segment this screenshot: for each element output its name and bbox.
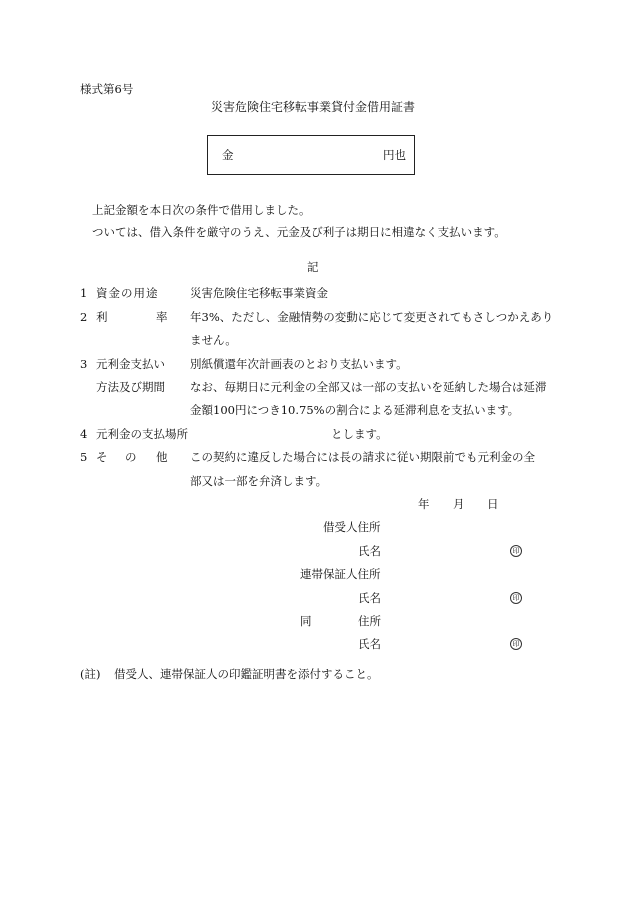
amount-box xyxy=(207,135,415,175)
guarantor-address-label: 連帯保証人住所 xyxy=(300,567,381,581)
note-label: (註) xyxy=(80,667,101,681)
guarantor-name-label: 氏名 xyxy=(358,591,381,605)
borrower-seal-icon: 印 xyxy=(510,545,522,557)
item-4-number: 4 xyxy=(80,427,88,441)
item-1-label: 資金の用途 xyxy=(96,286,159,300)
item-2-number: 2 xyxy=(80,310,88,324)
item-2-label-a: 利 xyxy=(96,310,108,324)
same-name-label: 氏名 xyxy=(358,637,381,651)
item-3-content-2: なお、毎期日に元利金の全部又は一部の支払いを延納した場合は延滞 xyxy=(190,380,547,394)
item-5-label-c: 他 xyxy=(156,450,168,464)
borrower-name-label: 氏名 xyxy=(358,544,381,558)
form-number: 様式第6号 xyxy=(80,82,134,96)
item-5-content-2: 部又は一部を弁済します。 xyxy=(190,474,328,488)
ki-heading: 記 xyxy=(307,260,319,274)
item-3-label-2: 方法及び期間 xyxy=(96,380,165,394)
item-2-content-1: 年3%、ただし、金融情勢の変動に応じて変更されてもさしつかえあり xyxy=(190,310,554,324)
date-month: 月 xyxy=(453,497,465,511)
item-2-label-b: 率 xyxy=(156,310,168,324)
same-label: 同 xyxy=(300,614,312,628)
item-4-content: とします。 xyxy=(331,427,388,441)
same-address-label: 住所 xyxy=(358,614,381,628)
note-text: 借受人、連帯保証人の印鑑証明書を添付すること。 xyxy=(114,667,379,681)
item-3-number: 3 xyxy=(80,357,88,371)
item-3-label-1: 元利金支払い xyxy=(96,357,165,371)
intro-line-1: 上記金額を本日次の条件で借用しました。 xyxy=(92,203,311,217)
item-3-content-3: 金額100円につき10.75%の割合による延滞利息を支払います。 xyxy=(190,403,520,417)
intro-line-2: ついては、借入条件を厳守のうえ、元金及び利子は期日に相違なく支払います。 xyxy=(92,225,506,239)
amount-prefix: 金 xyxy=(222,148,234,162)
borrower-address-label: 借受人住所 xyxy=(323,520,381,534)
item-5-number: 5 xyxy=(80,450,88,464)
amount-suffix: 円也 xyxy=(383,148,406,162)
item-1-content: 災害危険住宅移転事業資金 xyxy=(190,286,328,300)
document-title: 災害危険住宅移転事業貸付金借用証書 xyxy=(211,100,416,114)
item-2-content-2: ません。 xyxy=(190,333,237,347)
same-seal-icon: 印 xyxy=(510,638,522,650)
date-year: 年 xyxy=(418,497,430,511)
item-5-label-b: の xyxy=(125,450,137,464)
item-1-number: 1 xyxy=(80,286,88,300)
guarantor-seal-icon: 印 xyxy=(510,592,522,604)
item-5-label-a: そ xyxy=(96,450,108,464)
item-5-content-1: この契約に違反した場合には長の請求に従い期限前でも元利金の全 xyxy=(190,450,535,464)
item-3-content-1: 別紙償還年次計画表のとおり支払います。 xyxy=(190,357,408,371)
date-day: 日 xyxy=(487,497,499,511)
item-4-label: 元利金の支払場所 xyxy=(96,427,188,441)
